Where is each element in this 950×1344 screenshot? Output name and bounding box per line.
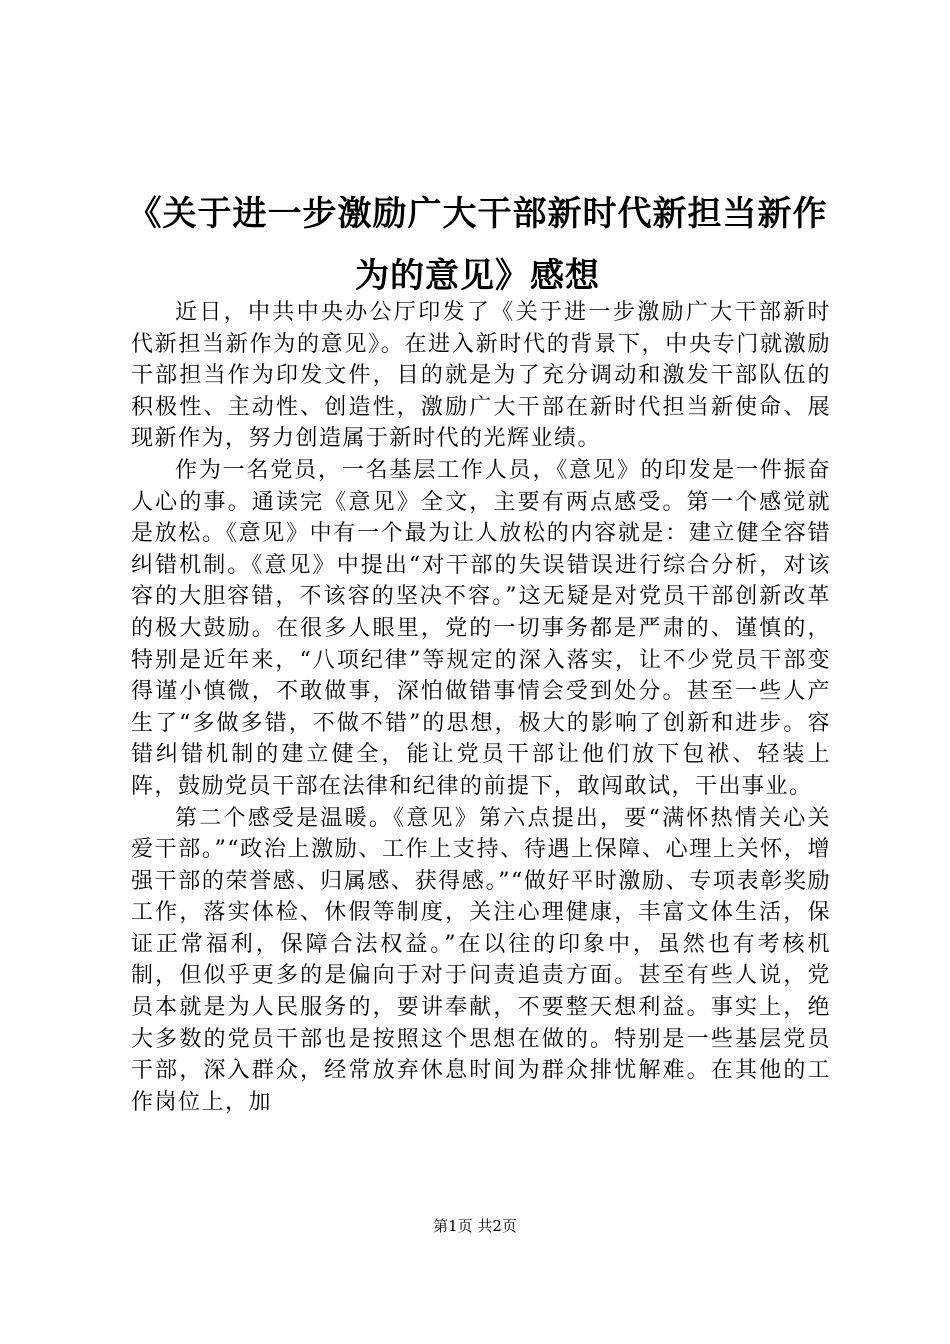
page-number-footer: 第1页 共2页	[433, 1217, 517, 1235]
paragraph: 第二个感受是温暖。《意见》第六点提出，要“满怀热情关心关爱干部。”“政治上激励、工作上支持、待遇上保障、心理上关怀，增强干部的荣誉感、归属感、获得感。”“做好平时激励、专项表彰奖励工作，落实体检、休假等制度，关注心理健康，丰富文体生活，保证正常福利，保障合法权益。”在以往的印象中，虽然也有考核机制，但似乎更多的是偏向于对于问责追责方面。甚至有些人说，党员本就是为人民服务的，要讲奉献，不要整天想利益。事实上，绝大多数的党员干部也是按照这个思想在做的。特别是一些基层党员干部，深入群众，经常放弃休息时间为群众排忧解难。在其他的工作岗位上，加	[131, 805, 831, 1115]
paragraph: 作为一名党员，一名基层工作人员，《意见》的印发是一件振奋人心的事。通读完《意见》全文，主要有两点感受。第一个感觉就是放松。《意见》中有一个最为让人放松的内容就是：建立健全容错纠错机制。《意见》中提出“对干部的失误错误进行综合分析，对该容的大胆容错，不该容的坚决不容。”这无疑是对党员干部创新改革的极大鼓励。在很多人眼里，党的一切事务都是严肃的、谨慎的，特别是近年来，“八项纪律”等规定的深入落实，让不少党员干部变得谨小慎微，不敢做事，深怕做错事情会受到处分。甚至一些人产生了“多做多错，不做不错”的思想，极大的影响了创新和进步。容错纠错机制的建立健全，能让党员干部让他们放下包袱、轻装上阵，鼓励党员干部在法律和纪律的前提下，敢闯敢试，干出事业。	[131, 457, 831, 799]
title-line-2: 为的意见》感想	[355, 256, 600, 296]
paragraph: 近日，中共中央办公厅印发了《关于进一步激励广大干部新时代新担当新作为的意见》。在进入新时代的背景下，中央专门就激励干部担当作为印发文件，目的就是为了充分调动和激发干部队伍的积极性、主动性、创造性，激励广大干部在新时代担当新使命、展现新作为，努力创造属于新时代的光辉业绩。	[131, 300, 831, 452]
title-line-1: 《关于进一步激励广大干部新时代新担当新作	[127, 194, 828, 234]
document-title	[120, 183, 835, 307]
document-body	[131, 297, 831, 1118]
